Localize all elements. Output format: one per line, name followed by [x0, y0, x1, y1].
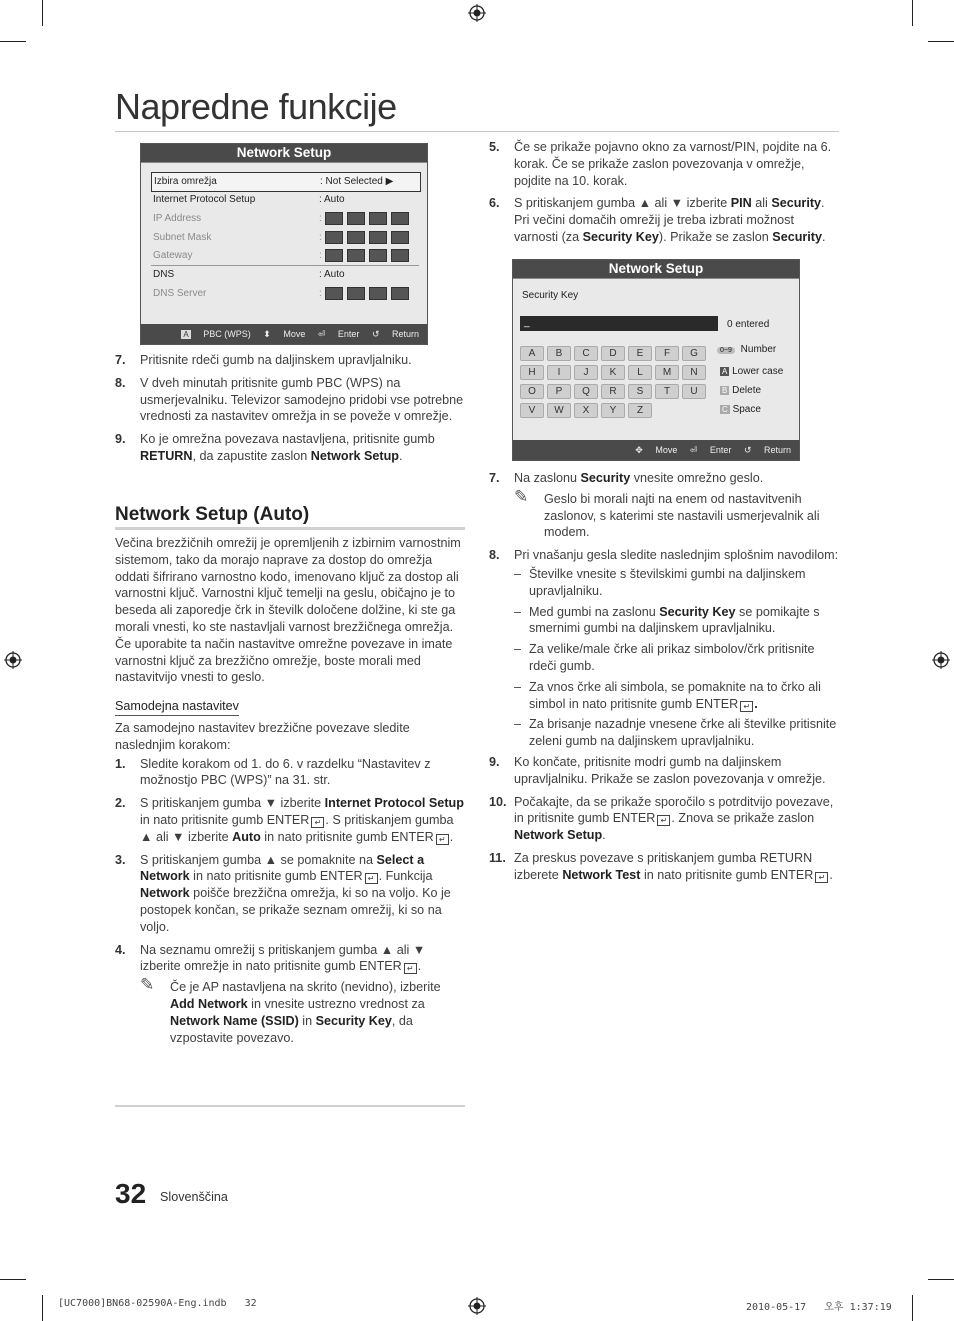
menu-row-network[interactable]: Izbira omrežja : Not Selected ▶: [151, 172, 421, 192]
left-column-top: [115, 352, 465, 471]
menu-row-ip-setup[interactable]: Internet Protocol Setup : Auto: [153, 194, 345, 205]
registration-mark-icon: [4, 651, 22, 669]
space-option[interactable]: C Space: [722, 404, 761, 415]
return-hint: ↺ Return: [371, 329, 419, 339]
screen-header: Network Setup: [513, 260, 799, 279]
number-badge: 0~9: [717, 347, 735, 354]
auto-step-2: 2. S pritiskanjem gumba ▼ izberite Internet Protocol Setup in nato pritisnite gumb ENTER ↵ . S pritiskanjem gumba ▲ ali ▼ izberite Auto in nato pritisnite gumb ENTER ↵ .: [115, 796, 464, 844]
menu-row-dns-server: DNS Server :: [151, 285, 419, 303]
security-key-label: Security Key: [522, 290, 579, 301]
pencil-note-icon: ✎: [514, 486, 529, 506]
key-p[interactable]: P: [547, 384, 571, 399]
key-j[interactable]: J: [574, 365, 598, 380]
step-8-guidelines: 8. Pri vnašanju gesla sledite naslednjim splošnim navodilom:: [489, 548, 839, 563]
crop-mark: [928, 41, 954, 42]
step-9: 9. Ko je omrežna povezava nastavljena, pritisnite gumb RETURN, da zapustite zaslon Network Setup.: [115, 432, 435, 463]
key-m[interactable]: M: [655, 365, 679, 380]
print-slug-right: 2010-05-17 오후 1:37:19: [746, 1302, 892, 1313]
right-column-top: [489, 139, 839, 252]
step-9-finish: 9. Ko končate, pritisnite modri gumb na daljinskem upravljalniku. Prikaže se zaslon povezovanja v omrežje.: [489, 754, 826, 786]
key-l[interactable]: L: [628, 365, 652, 380]
auto-step-1: 1. Sledite korakom od 1. do 6. v razdelku “Nastavitev z možnostjo PBC (WPS)” na 31. str.: [115, 756, 431, 788]
registration-mark-icon: [468, 4, 486, 22]
section-rule: [115, 527, 465, 530]
language-label: Slovenščina: [160, 1190, 228, 1204]
key-b[interactable]: B: [547, 346, 571, 361]
step-7: 7. Pritisnite rdeči gumb na daljinskem upravljalniku.: [115, 353, 412, 367]
enter-hint: ⏎ Enter: [317, 329, 360, 339]
intro-paragraph: Večina brezžičnih omrežij je opremljenih z izbirnim varnostnim sistemom, tako da morajo naprave za dostop do omrežja oddati šifrirano varnostno kodo, imenovano ključ za dostop ali varnostni ključ. Varnostni ključ temelji na geslu, običajno je to beseda ali zaporedje črk in številk določene dolžine, ki ste ga morali vnesti, ko ste nastavljali varnost brezžičnega omrežja. Če uporabite ta način nastavitve omrežne povezave in imate varnostni ključ za brezžično omrežje, boste morali med nastavitvijo vnesti to geslo.: [115, 536, 461, 685]
key-q[interactable]: Q: [574, 384, 598, 399]
subsection-title: Samodejna nastavitev: [115, 698, 239, 716]
screen-header: Network Setup: [141, 144, 427, 163]
key-a[interactable]: A: [520, 346, 544, 361]
key-y[interactable]: Y: [601, 403, 625, 418]
key-o[interactable]: O: [520, 384, 544, 399]
menu-row-gateway: Gateway :: [151, 247, 419, 266]
network-setup-screen: [140, 143, 428, 345]
left-column-main: [115, 535, 467, 1052]
key-r[interactable]: R: [601, 384, 625, 399]
key-d[interactable]: D: [601, 346, 625, 361]
enter-icon: ↵: [436, 834, 449, 845]
step-11-test: 11. Za preskus povezave s pritiskanjem gumba RETURN izberete Network Test in nato pritisnite gumb ENTER ↵ .: [489, 850, 833, 882]
guideline-4: – Za vnos črke ali simbola, se pomaknite na to črko ali simbol in nato pritisnite gumb ENTER ↵ .: [514, 679, 821, 711]
screen-footer: [513, 440, 799, 460]
key-v[interactable]: V: [520, 403, 544, 418]
crop-mark: [0, 41, 26, 42]
key-k[interactable]: K: [601, 365, 625, 380]
key-c[interactable]: C: [574, 346, 598, 361]
step-7-security: 7. Na zaslonu Security vnesite omrežno geslo. ✎ Geslo bi morali najti na enem od nastavitvenih zaslonov, s katerimi ste nastavili usmerjevalnik ali modem.: [489, 470, 841, 541]
number-option[interactable]: 0~9 Number: [717, 344, 776, 355]
key-g[interactable]: G: [682, 346, 706, 361]
crop-mark: [912, 1295, 913, 1321]
key-a-badge: A: [722, 367, 728, 376]
security-key-screen: [512, 259, 800, 461]
key-u[interactable]: U: [682, 384, 706, 399]
menu-row-dns[interactable]: DNS : Auto: [153, 269, 345, 280]
key-h[interactable]: H: [520, 365, 544, 380]
crop-mark: [928, 1279, 954, 1280]
security-key-input[interactable]: _: [520, 316, 718, 331]
right-column-bottom: [489, 470, 841, 890]
title-rule: [115, 131, 839, 132]
print-slug-left: [UC7000]BN68-02590A-Eng.indb 32: [58, 1298, 257, 1309]
key-b-badge: B: [722, 386, 728, 395]
guideline-1: – Številke vnesite s številskimi gumbi na daljinskem upravljalniku.: [514, 566, 806, 598]
guideline-5: – Za brisanje nazadnje vnesene črke ali številke pritisnite zeleni gumb na daljinskem upravljalniku.: [514, 717, 837, 749]
page-number: 32: [115, 1178, 147, 1209]
key-c-badge: C: [722, 405, 728, 414]
key-t[interactable]: T: [655, 384, 679, 399]
return-hint: ↺ Return: [743, 445, 791, 455]
pencil-note-icon: ✎: [140, 975, 155, 995]
enter-icon: ↵: [740, 701, 753, 712]
key-n[interactable]: N: [682, 365, 706, 380]
enter-icon: ↵: [311, 817, 324, 828]
note: ✎ Geslo bi morali najti na enem od nastavitvenih zaslonov, s katerimi ste nastavili usmerjevalnik ali modem.: [514, 486, 820, 540]
lower-case-option[interactable]: A Lower case: [722, 366, 784, 377]
step-10-confirm: 10. Počakajte, da se prikaže sporočilo s potrditvijo povezave, in pritisnite gumb ENTER ↵ . Znova se prikaže zaslon Network Setup.: [489, 794, 834, 843]
registration-mark-icon: [932, 651, 950, 669]
key-z[interactable]: Z: [628, 403, 652, 418]
key-s[interactable]: S: [628, 384, 652, 399]
crop-mark: [42, 0, 43, 26]
auto-step-3: 3. S pritiskanjem gumba ▲ se pomaknite na Select a Network in nato pritisnite gumb ENTER ↵ . Funkcija Network poišče brezžična omrežja, ki so na voljo. Ko je postopek končan, se prikaže seznam omrežij, ki so na voljo.: [115, 852, 451, 934]
enter-icon: ↵: [404, 963, 417, 974]
step-5: 5. Če se prikaže pojavno okno za varnost/PIN, pojdite na 6. korak. Če se prikaže zaslon povezovanja v omrežje, pojdite na 10. korak.: [489, 140, 832, 188]
step-8: 8. V dveh minutah pritisnite gumb PBC (WPS) na usmerjevalniku. Televizor samodejno pridobi vse potrebne vrednosti za nastavitev omrežja in se poveže v omrežje.: [115, 375, 464, 424]
guideline-3: – Za velike/male črke ali prikaz simbolov/črk pritisnite rdeči gumb.: [514, 642, 815, 673]
sub-intro: Za samodejno nastavitev brezžične povezave sledite naslednjim korakom:: [115, 720, 410, 752]
menu-row-ip-address: IP Address :: [151, 210, 419, 228]
key-f[interactable]: F: [655, 346, 679, 361]
step-6: 6. S pritiskanjem gumba ▲ ali ▼ izberite PIN ali Security. Pri večini domačih omrežij je treba izbrati možnost varnosti (za Security Key). Prikaže se zaslon Security.: [489, 196, 826, 244]
enter-icon: ↵: [365, 873, 378, 884]
key-x[interactable]: X: [574, 403, 598, 418]
enter-hint: ⏎ Enter: [689, 445, 732, 455]
crop-mark: [912, 0, 913, 26]
pbc-hint: A PBC (WPS): [183, 329, 251, 339]
left-bottom-rule: [115, 1105, 465, 1107]
enter-icon: ↵: [657, 815, 670, 826]
entered-count: 0 entered: [727, 319, 770, 330]
key-e[interactable]: E: [628, 346, 652, 361]
auto-step-4: 4. Na seznamu omrežij s pritiskanjem gumba ▲ ali ▼ izberite omrežje in nato pritisnite gumb ENTER ↵ . ✎ Če je AP nastavljena na skrito (nevidno), izberite Add Network in vnesite ustrezno vrednost za Network Name (SSID) in Security Key, da vzpostavite povezavo.: [115, 942, 467, 1047]
crop-mark: [42, 1295, 43, 1321]
delete-option[interactable]: B Delete: [722, 385, 762, 396]
move-hint: ✥ Move: [635, 445, 678, 455]
move-hint: ⬍ Move: [263, 329, 306, 339]
screen-footer: [141, 324, 427, 344]
enter-icon: ↵: [815, 872, 828, 883]
registration-mark-icon: [468, 1297, 486, 1315]
section-title: Network Setup (Auto): [115, 504, 310, 525]
guideline-2: – Med gumbi na zaslonu Security Key se pomikajte s smernimi gumbi na daljinskem upravljalniku.: [514, 604, 820, 636]
key-i[interactable]: I: [547, 365, 571, 380]
page-title: Napredne funkcije: [115, 86, 397, 127]
menu-row-subnet: Subnet Mask :: [151, 229, 419, 247]
note: ✎ Če je AP nastavljena na skrito (nevidno), izberite Add Network in vnesite ustrezno vrednost za Network Name (SSID) in Security Key, da vzpostavite povezavo.: [140, 975, 441, 1045]
crop-mark: [0, 1279, 26, 1280]
key-w[interactable]: W: [547, 403, 571, 418]
